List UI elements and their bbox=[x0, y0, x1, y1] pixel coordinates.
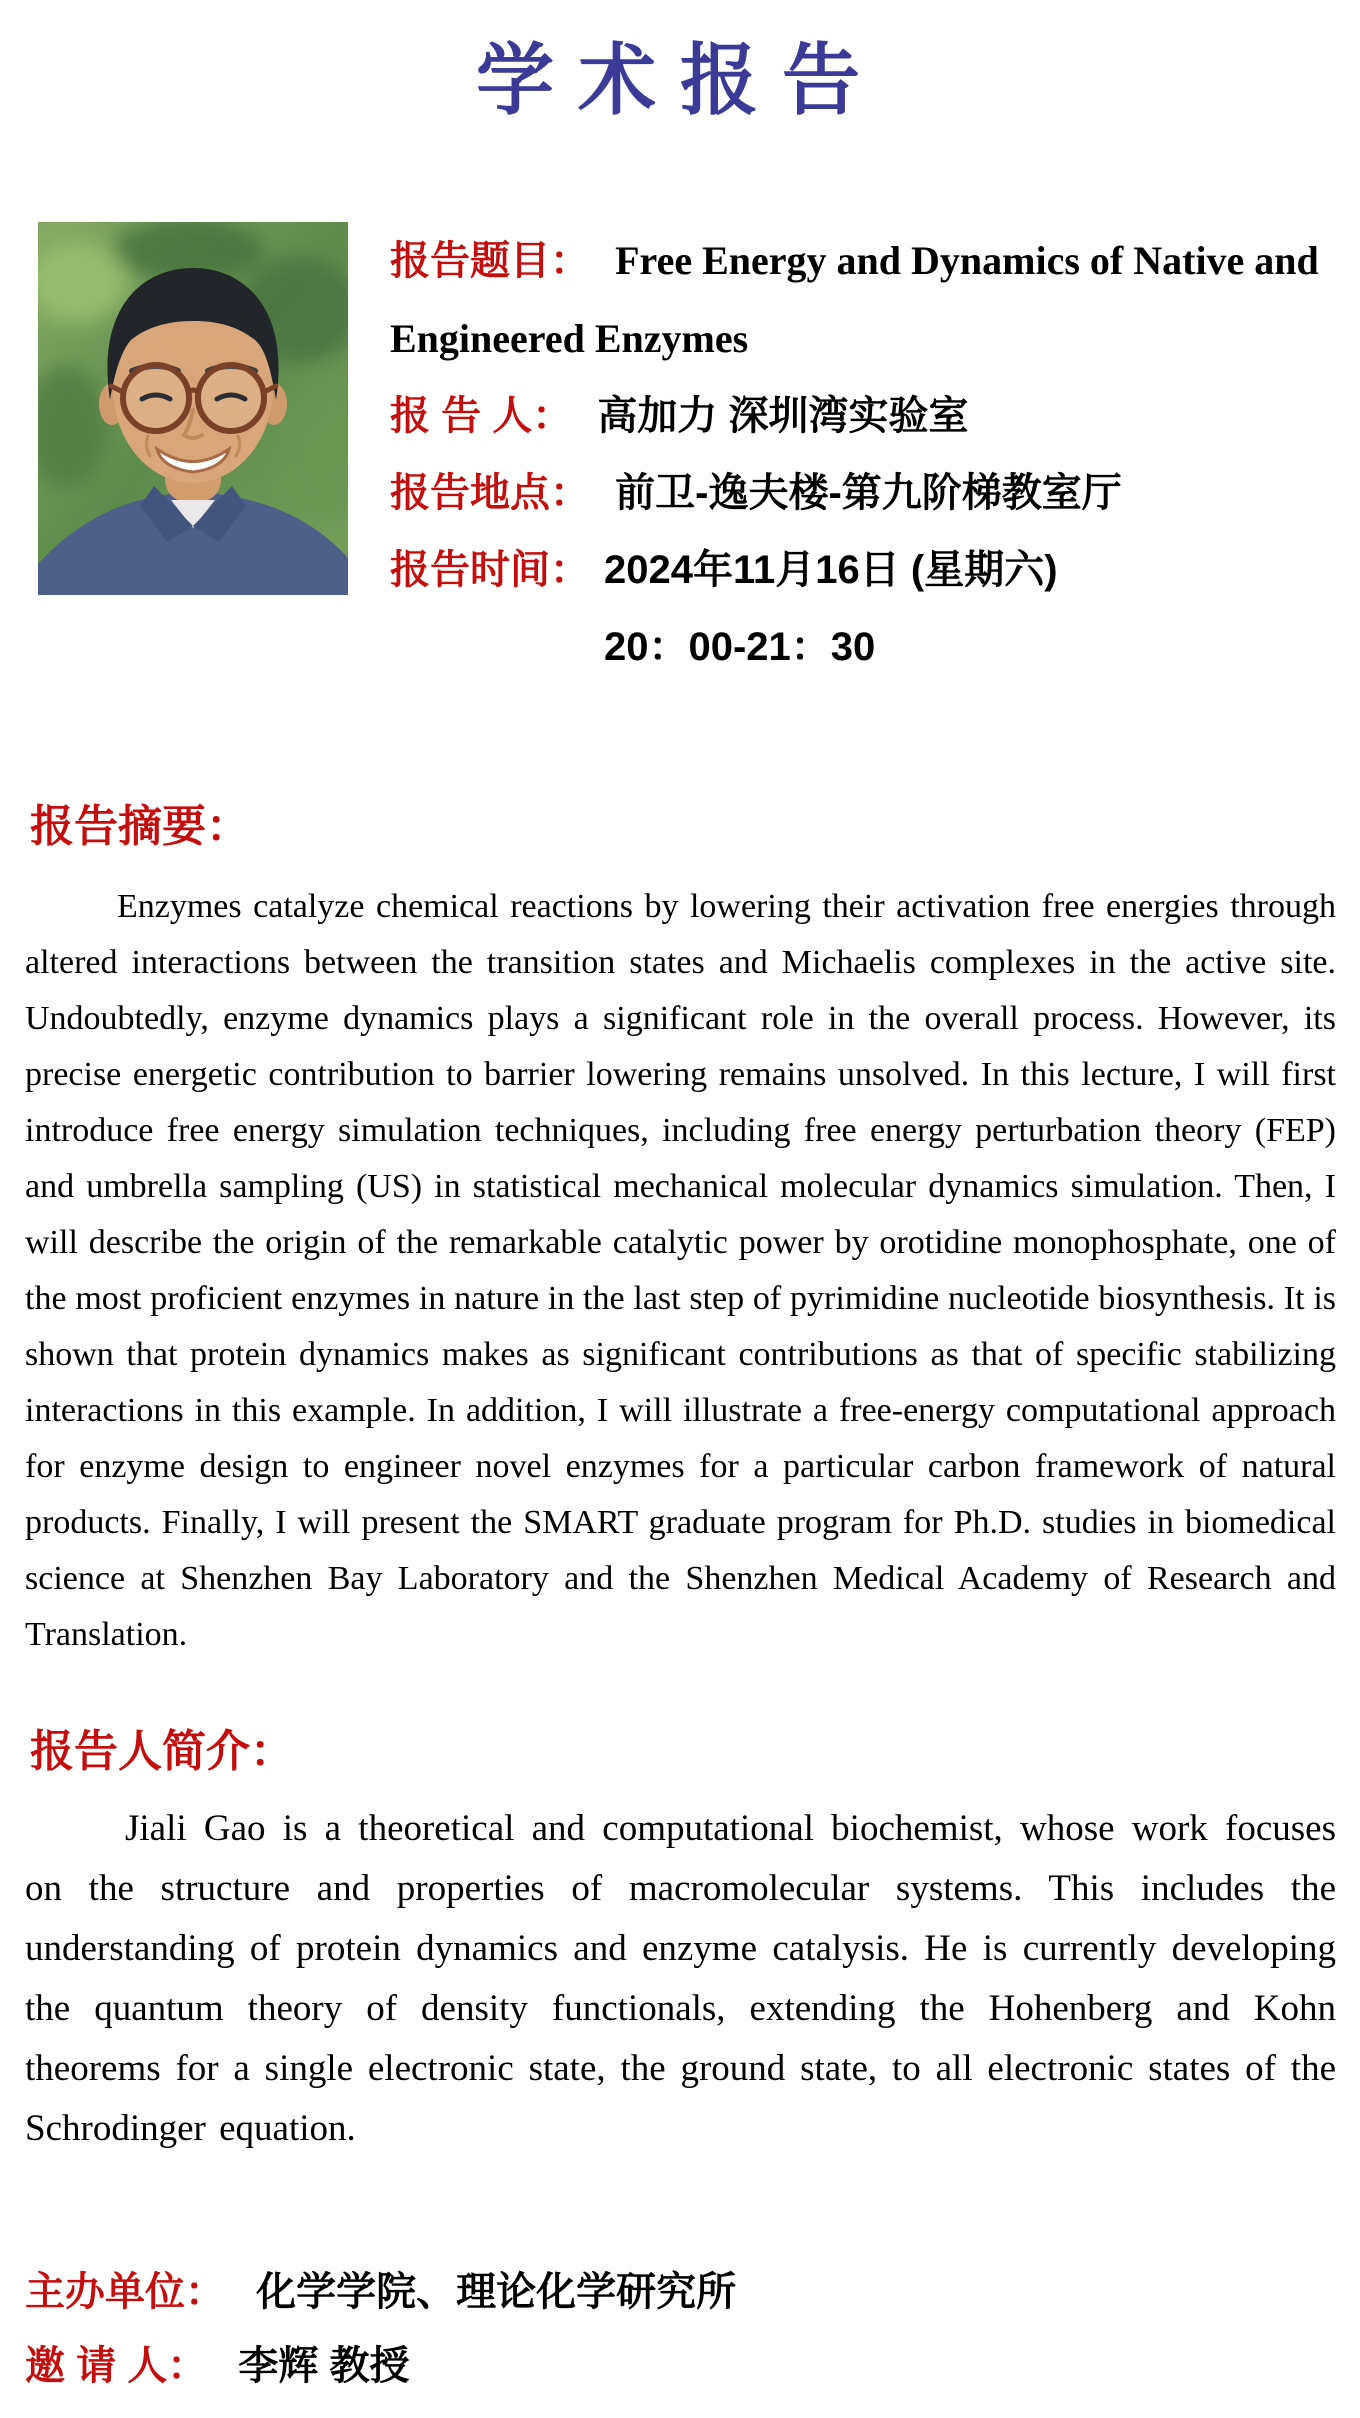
host-row bbox=[25, 2255, 1360, 2329]
lecture-details bbox=[390, 222, 1325, 686]
topic-label: 报告题目： bbox=[390, 239, 590, 283]
venue-label: 报告地点： bbox=[390, 471, 590, 515]
detail-venue bbox=[390, 455, 1325, 532]
time-value-hours: 20：00-21：30 bbox=[604, 625, 876, 669]
host-value: 化学学院、理论化学研究所 bbox=[256, 2270, 737, 2315]
speaker-photo bbox=[38, 222, 348, 595]
detail-time bbox=[390, 532, 1325, 686]
time-value-date: 2024年11月16日 (星期六) bbox=[604, 548, 1058, 592]
inviter-value: 李辉 教授 bbox=[238, 2344, 410, 2389]
header-section bbox=[38, 222, 1340, 686]
footer-section bbox=[25, 2255, 1360, 2403]
bio-heading: 报告人简介： bbox=[30, 1726, 294, 1776]
speaker-label: 报 告 人： bbox=[390, 394, 573, 438]
inviter-row bbox=[25, 2329, 1360, 2403]
bio-text: Jiali Gao is a theoretical and computational biochemist, whose work focuses on the structure and properties of macromolecular systems. This includes the understanding of protein dynamics and enzyme catalysis. He is currently developing the quantum theory of density functionals, extending the Hohenberg and Kohn theorems for a single electronic state, the ground state, to all electronic states of the Schrodinger equation. bbox=[25, 1808, 1336, 2150]
abstract-heading: 报告摘要： bbox=[30, 802, 250, 851]
page-title: 学术报告 bbox=[475, 36, 884, 126]
person-portrait-illustration bbox=[38, 222, 348, 595]
time-label: 报告时间： bbox=[390, 548, 590, 592]
time-value bbox=[604, 532, 1058, 686]
venue-value: 前卫-逸夫楼-第九阶梯教室厅 bbox=[615, 471, 1122, 515]
speaker-value: 高加力 深圳湾实验室 bbox=[597, 394, 969, 438]
detail-speaker bbox=[390, 378, 1325, 455]
detail-topic bbox=[390, 222, 1325, 378]
inviter-label: 邀 请 人： bbox=[25, 2344, 208, 2389]
host-label: 主办单位： bbox=[25, 2270, 225, 2315]
topic-value: Free Energy and Dynamics of Native and Engineered Enzymes bbox=[390, 238, 1319, 361]
abstract-text: Enzymes catalyze chemical reactions by lowering their activation free energies through altered interactions between the transition states and Michaelis complexes in the active site. Undoubtedly, enzyme dynamics plays a significant role in the overall process. However, its precise energetic contribution to barrier lowering remains unsolved. In this lecture, I will first introduce free energy simulation techniques, including free energy perturbation theory (FEP) and umbrella sampling (US) in statistical mechanical molecular dynamics simulation. Then, I will describe the origin of the remarkable catalytic power by orotidine monophosphate, one of the most proficient enzymes in nature in the last step of pyrimidine nucleotide biosynthesis. It is shown that protein dynamics makes as significant contributions as that of specific stabilizing interactions in this example. In addition, I will illustrate a free-energy computational approach for enzyme design to engineer novel enzymes for a particular carbon framework of natural products. Finally, I will present the SMART graduate program for Ph.D. studies in biomedical science at Shenzhen Bay Laboratory and the Shenzhen Medical Academy of Research and Translation. bbox=[25, 887, 1336, 1653]
